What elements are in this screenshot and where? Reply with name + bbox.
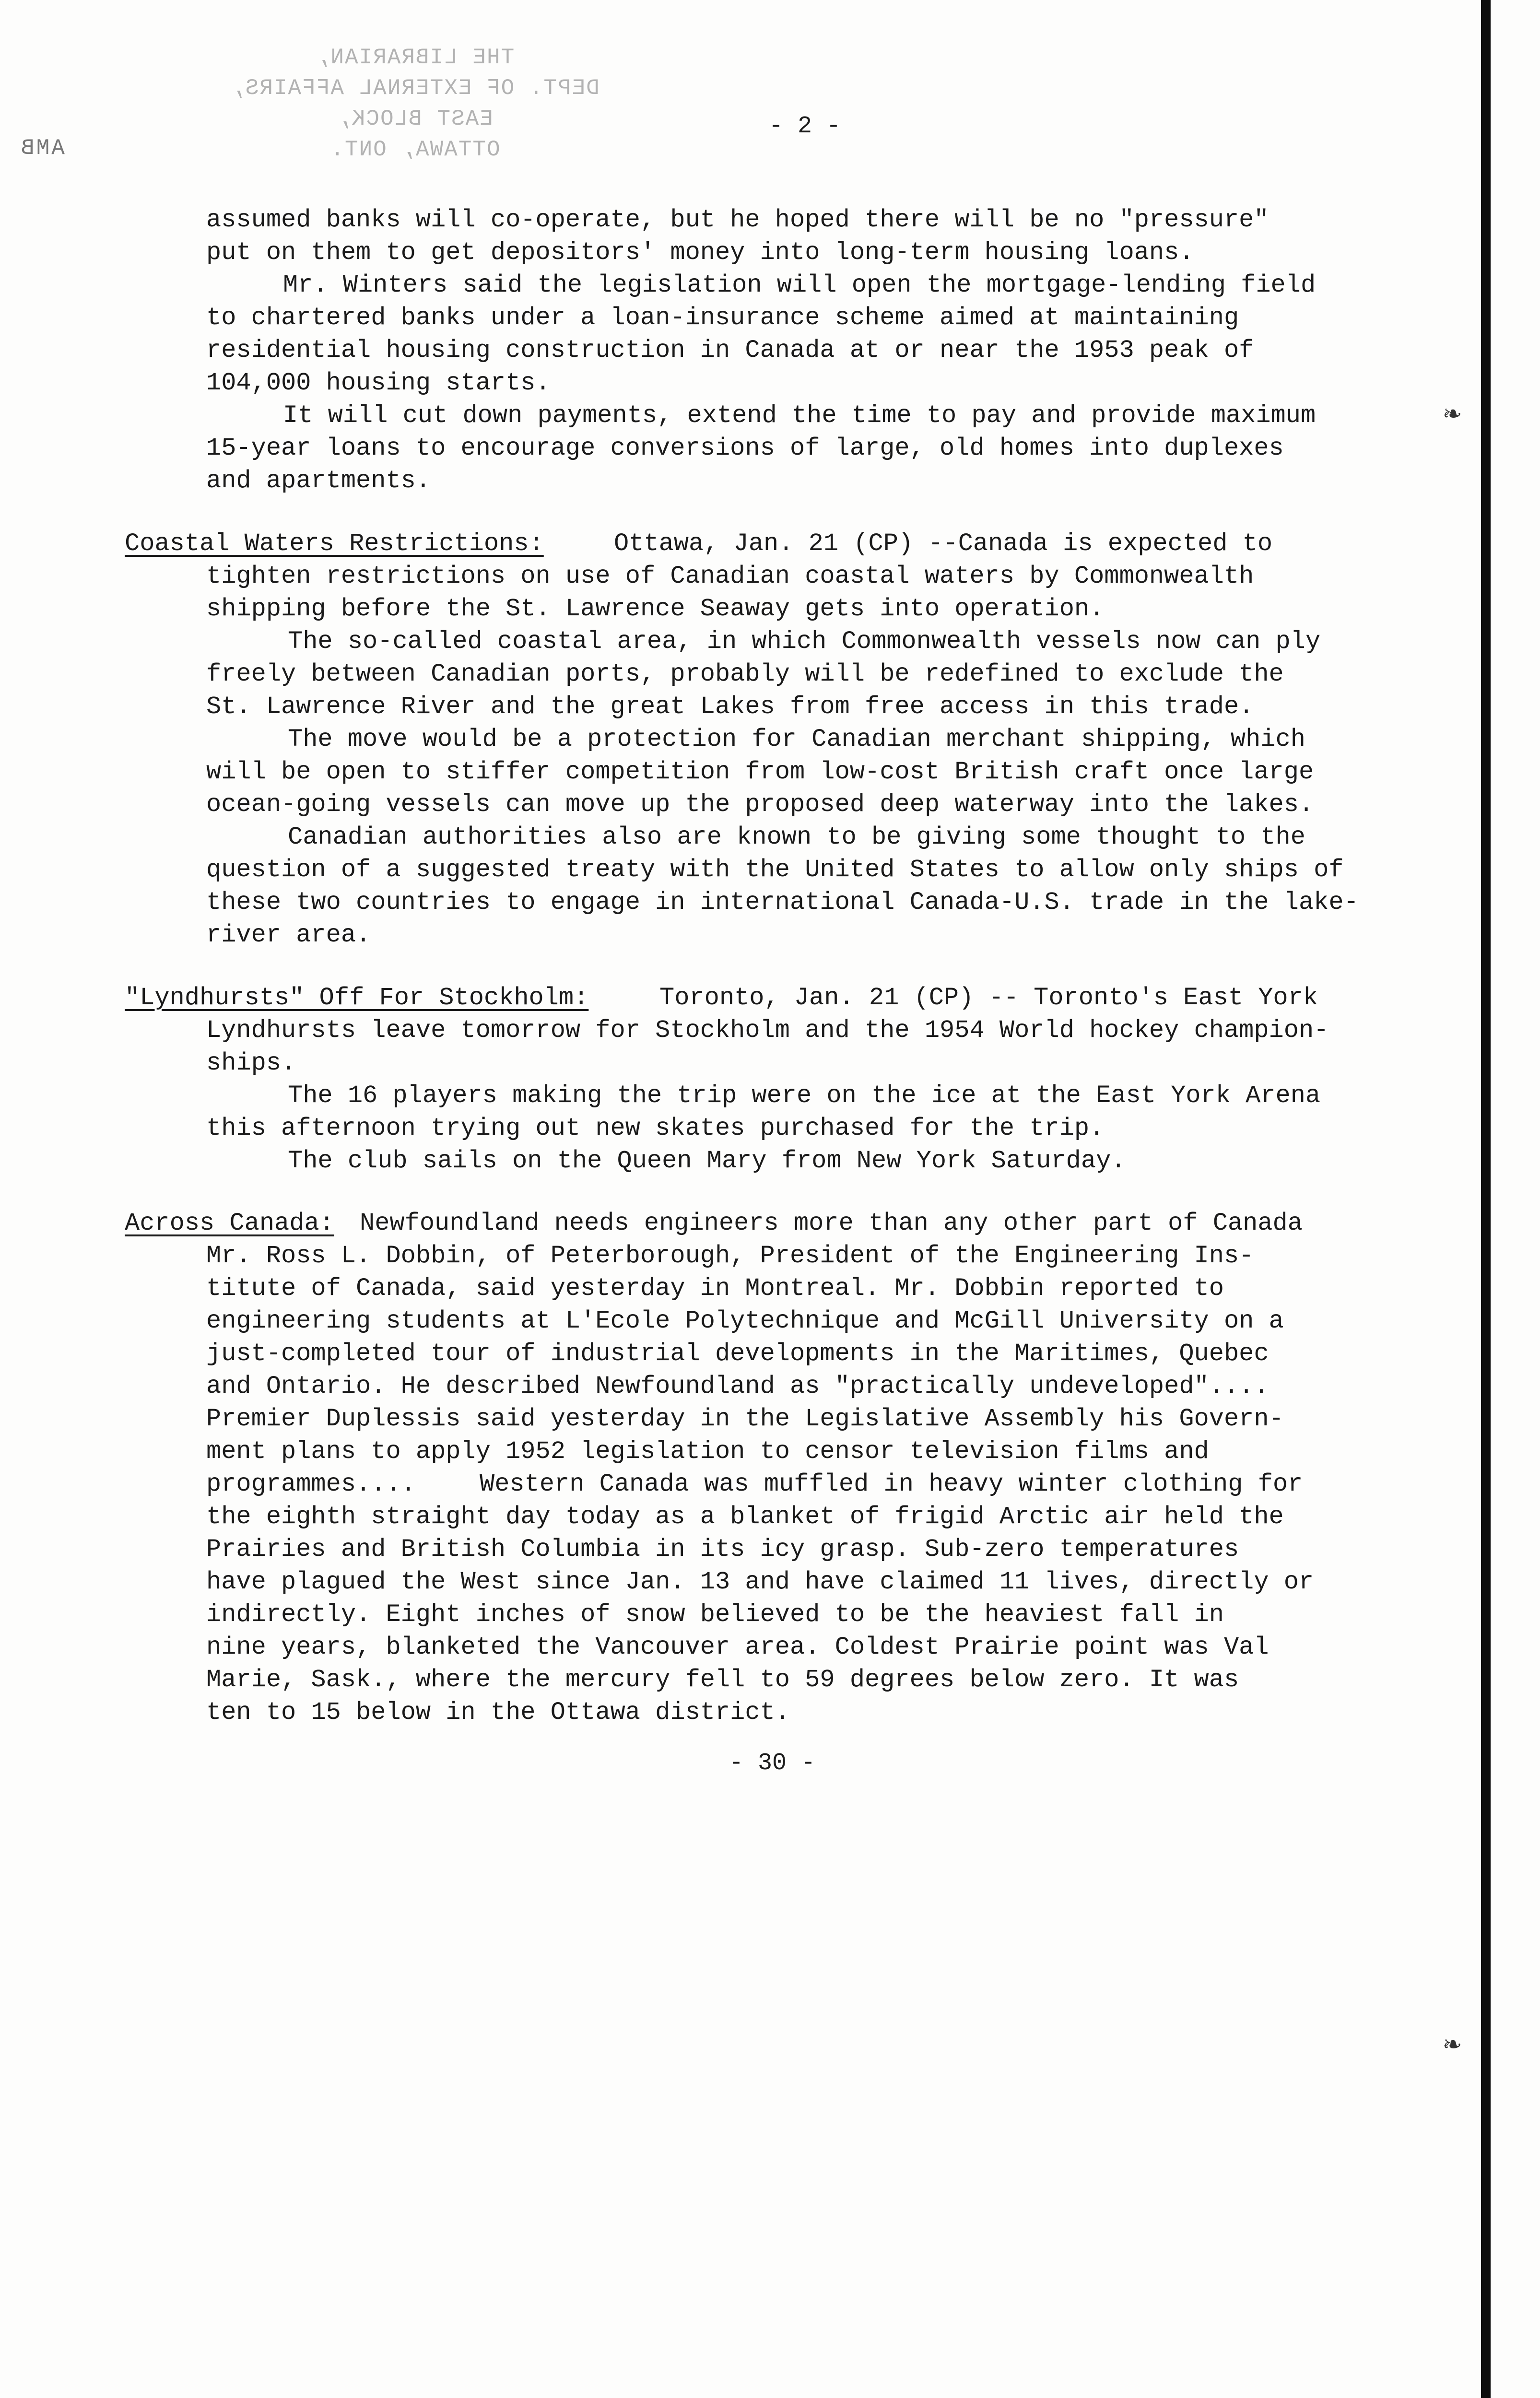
- text-line: just-completed tour of industrial developments in the Maritimes, Quebec: [206, 1340, 1269, 1368]
- text-line: indirectly. Eight inches of snow believed to be the heaviest fall in: [206, 1600, 1224, 1629]
- text-line: put on them to get depositors' money into long-term housing loans.: [206, 238, 1194, 267]
- binding-edge-rule: [1481, 0, 1491, 2398]
- text-line: and apartments.: [206, 467, 431, 495]
- stamp-line: OTTAWA, ONT.: [329, 137, 500, 162]
- text-line: and Ontario. He described Newfoundland as "practically undeveloped"....: [206, 1372, 1269, 1400]
- stamp-line: EAST BLOCK,: [337, 106, 493, 131]
- text-line: assumed banks will co-operate, but he hoped there will be no "pressure": [206, 206, 1269, 234]
- stamp-line: THE LIBRARIAN,: [315, 45, 515, 70]
- text-line: St. Lawrence River and the great Lakes from free access in this trade.: [206, 693, 1254, 721]
- text-line: ships.: [206, 1049, 296, 1077]
- text-line: river area.: [206, 921, 371, 949]
- text-line: Ottawa, Jan. 21 (CP) --Canada is expected to: [614, 529, 1273, 558]
- text-line: Canadian authorities also are known to be giving some thought to the: [288, 823, 1305, 851]
- text-line: nine years, blanketed the Vancouver area. Coldest Prairie point was Val: [206, 1633, 1269, 1661]
- text-line: Marie, Sask., where the mercury fell to 59 degrees below zero. It was: [206, 1666, 1239, 1694]
- text-line: engineering students at L'Ecole Polytechnique and McGill University on a: [206, 1307, 1284, 1335]
- text-line: freely between Canadian ports, probably will be redefined to exclude the: [206, 660, 1284, 688]
- text-line: Newfoundland needs engineers more than any other part of Canada: [360, 1209, 1303, 1237]
- text-line: will be open to stiffer competition from low-cost British craft once large: [206, 758, 1314, 786]
- page-number-bottom: - 30 -: [729, 1750, 816, 1777]
- text-line: Prairies and British Columbia in its icy grasp. Sub-zero temperatures: [206, 1535, 1239, 1563]
- stamp-initials: AMB: [19, 136, 65, 161]
- binding-clip-mark-icon: ❧: [1444, 2029, 1461, 2062]
- text-line: The so-called coastal area, in which Commonwealth vessels now can ply: [288, 627, 1321, 656]
- text-line: programmes....: [206, 1470, 416, 1498]
- text-line: ten to 15 below in the Ottawa district.: [206, 1698, 790, 1727]
- text-line: to chartered banks under a loan-insurance scheme aimed at maintaining: [206, 304, 1239, 332]
- text-line: titute of Canada, said yesterday in Montreal. Mr. Dobbin reported to: [206, 1274, 1224, 1303]
- text-line: It will cut down payments, extend the time to pay and provide maximum: [283, 401, 1316, 430]
- text-line: this afternoon trying out new skates purchased for the trip.: [206, 1114, 1105, 1142]
- text-line: question of a suggested treaty with the United States to allow only ships of: [206, 856, 1344, 884]
- text-line: Mr. Ross L. Dobbin, of Peterborough, President of the Engineering Ins-: [206, 1242, 1254, 1270]
- section-heading-across-canada: Across Canada:: [125, 1209, 334, 1237]
- text-line: ocean-going vessels can move up the proposed deep waterway into the lakes.: [206, 790, 1314, 819]
- text-line: Mr. Winters said the legislation will open the mortgage-lending field: [283, 271, 1316, 299]
- text-line: The 16 players making the trip were on the ice at the East York Arena: [288, 1081, 1321, 1110]
- text-line: ment plans to apply 1952 legislation to censor television films and: [206, 1437, 1209, 1466]
- section-heading-lyndhursts: "Lyndhursts" Off For Stockholm:: [125, 984, 589, 1012]
- binding-clip-mark-icon: ❧: [1444, 399, 1461, 431]
- text-line: tighten restrictions on use of Canadian coastal waters by Commonwealth: [206, 562, 1254, 590]
- text-line: residential housing construction in Canada at or near the 1953 peak of: [206, 336, 1254, 364]
- text-line: Western Canada was muffled in heavy winter clothing for: [480, 1470, 1303, 1498]
- text-line: Premier Duplessis said yesterday in the Legislative Assembly his Govern-: [206, 1405, 1284, 1433]
- text-line: the eighth straight day today as a blanket of frigid Arctic air held the: [206, 1503, 1284, 1531]
- text-line: The club sails on the Queen Mary from New York Saturday.: [288, 1147, 1126, 1175]
- library-stamp-mirrored: [132, 42, 698, 165]
- page-number-top: - 2 -: [769, 113, 841, 140]
- text-line: Lyndhursts leave tomorrow for Stockholm and the 1954 World hockey champion-: [206, 1016, 1329, 1045]
- text-line: Toronto, Jan. 21 (CP) -- Toronto's East York: [659, 984, 1318, 1012]
- text-line: The move would be a protection for Canadian merchant shipping, which: [288, 725, 1305, 753]
- text-line: these two countries to engage in international Canada-U.S. trade in the lake-: [206, 888, 1359, 917]
- section-heading-coastal-waters: Coastal Waters Restrictions:: [125, 529, 544, 558]
- text-line: shipping before the St. Lawrence Seaway gets into operation.: [206, 595, 1105, 623]
- text-line: 15-year loans to encourage conversions of large, old homes into duplexes: [206, 434, 1284, 462]
- text-line: have plagued the West since Jan. 13 and have claimed 11 lives, directly or: [206, 1568, 1314, 1596]
- text-line: 104,000 housing starts.: [206, 369, 551, 397]
- stamp-line: DEPT. OF EXTERNAL AFFAIRS,: [230, 76, 600, 101]
